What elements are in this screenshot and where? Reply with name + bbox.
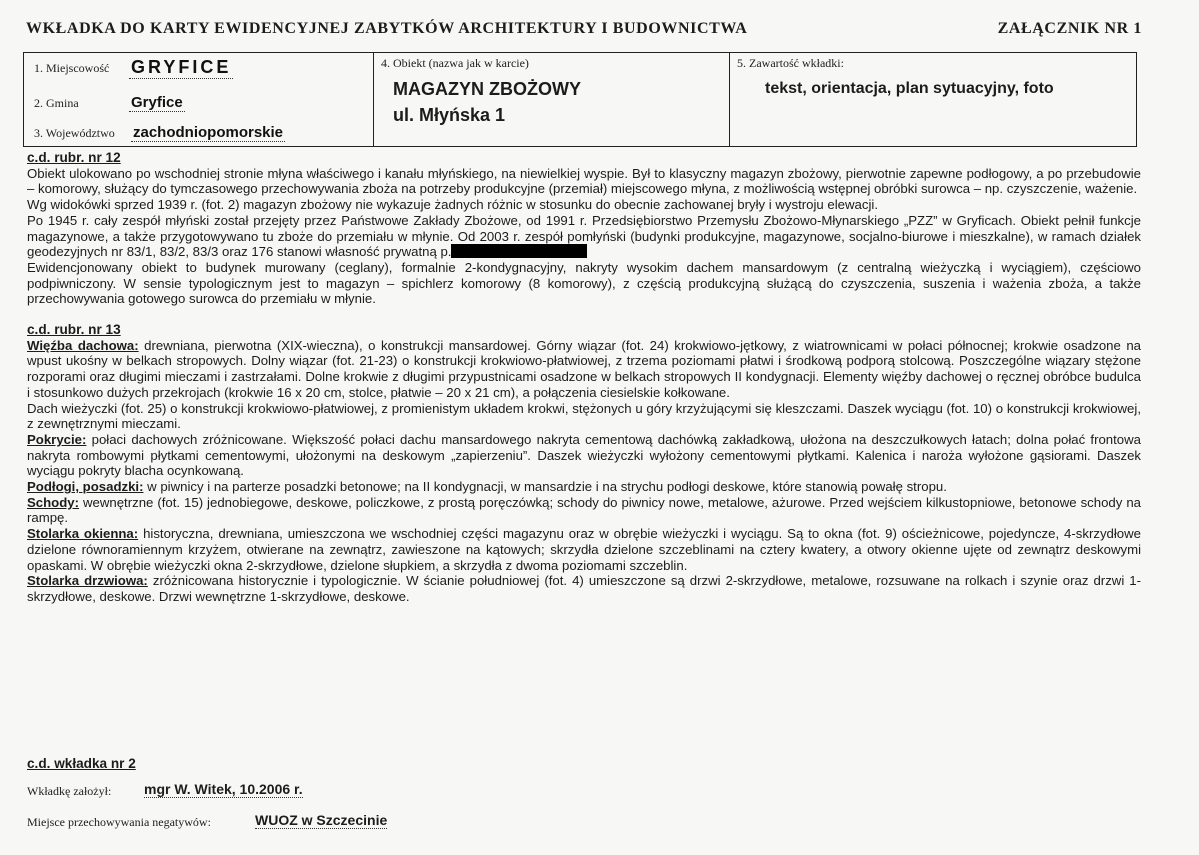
pokrycie-text: połaci dachowych zróżnicowane. Większość połaci dachu mansardowego nakryta cementową dachówką zakładkową, ułożona na deszczułkowych łatach; dolna połać frontowa nakryta rombowymi płytkami cementowymi, ułożonymi na deskowym „zapierzeniu”. Daszek wieżyczki wyłożony cementowymi płytkami. Kalenica i naroża wyłożone gąsiorami. Daszek wyciągu pokryty blacha ocynkowaną. [27, 431, 1141, 479]
okienna-text: historyczna, drewniana, umieszczona we wschodniej części magazynu oraz w obrębie wieżyczki i wyciągu. Są to okna (fot. 9) ościeżnicowe, pojedyncze, 4-skrzydłowe dzielone równoramiennym krzyżem, otwierane na zewnątrz, zawieszone na kątowych; skrzydła dzielone szczeblinami na cztery kwatery, a otwory okienne ujęte od zewnątrz deskowymi opaskami. W obrębie wieżyczki okna 2-skrzydłowe, dzielone słupkiem, a skrzydła z dwoma poziomami szczeblin. [27, 526, 1141, 573]
schody-paragraph [27, 495, 1141, 526]
drzwiowa-label: Stolarka drzwiowa: [27, 573, 148, 589]
podlogi-paragraph [27, 479, 1141, 495]
rubr12-paragraph-3 [27, 213, 1141, 260]
document-header [26, 18, 1142, 44]
redaction-bar [451, 244, 587, 258]
pokrycie-paragraph [27, 432, 1141, 479]
obiekt-address: ul. Młyńska 1 [393, 105, 506, 125]
document-title: WKŁADKA DO KARTY EWIDENCYJNEJ ZABYTKÓW ARCHITEKTURY I BUDOWNICTWA [26, 20, 748, 37]
continuation-note: c.d. wkładka nr 2 [27, 756, 136, 771]
drzwiowa-text: zróżnicowana historycznie i typologicznie. W ścianie południowej (fot. 4) umieszczone są drzwi 2-skrzydłowe, metalowe, rozsuwane na rolkach i szynie oraz drzwi 1-skrzydłowe, deskowe. Drzwi wewnętrzne 1-skrzydłowe, deskowe. [27, 573, 1142, 604]
document-body [27, 150, 1141, 605]
miejscowosc-label: 1. Miejscowość [34, 61, 110, 75]
okienna-label: Stolarka okienna: [27, 526, 139, 542]
author-value: mgr W. Witek, 10.2006 r. [144, 781, 303, 797]
negatives-location-label: Miejsce przechowywania negatywów: [27, 815, 211, 829]
negatives-location-line [27, 812, 388, 830]
author-label: Wkładkę założył: [27, 784, 112, 798]
rubr12-heading: c.d. rubr. nr 12 [27, 150, 121, 165]
daszek-paragraph: Dach wieżyczki (fot. 25) o konstrukcji krokwiowo-płatwiowej, z promienistym układem krokwi, stężonych u góry krzyżującymi się kleszczami. Daszek wyciągu (fot. 10) o konstrukcji krokwiowej, z zewnętrznymi mieczami. [27, 400, 1141, 432]
wojewodztwo-label: 3. Województwo [34, 126, 115, 140]
rubr13-heading: c.d. rubr. nr 13 [27, 322, 121, 338]
wojewodztwo-value: zachodniopomorskie [133, 124, 284, 141]
author-line [27, 781, 303, 799]
zawartosc-label: 5. Zawartość wkładki: [737, 56, 844, 70]
rubr12-paragraph-1: Obiekt ulokowano po wschodniej stronie młyna właściwego i kanału młyńskiego, na niewielkiej wyspie. Był to klasyczny magazyn zbożowy, pierwotnie zapewne podłogowy, a po przebudowie – komorowy, służący do tymczasowego przechowywania zboża na potrzeby produkcyjne (przemiał) miejscowego młyna, z możliwością wstępnej obróbki surowca – np. czyszczenie, ważenie. [27, 165, 1141, 197]
object-column [373, 53, 730, 146]
schody-label: Schody: [27, 494, 80, 510]
obiekt-label: 4. Obiekt (nazwa jak w karcie) [381, 56, 529, 70]
pokrycie-label: Pokrycie: [27, 431, 87, 447]
negatives-location-value: WUOZ w Szczecinie [255, 812, 388, 828]
wiezba-label: Więźba dachowa: [27, 337, 139, 353]
object-info-box [23, 52, 1137, 147]
rubr12-paragraph-3-text: Po 1945 r. cały zespół młyński został przejęty przez Państwowe Zakłady Zbożowe, od 1991 r. Przedsiębiorstwo Przemysłu Zbożowo-Młynarskiego „PZZ” w Gryficach. Obiekt pełnił funkcje magazynowe, a także przygotowywano tu zboże do przemiału w młynie. Od 2003 r. zespół pomłyński (budynki produkcyjne, magazynowe, socjalno-biurowe i mieszkalne), w ramach działek geodezyjnych nr 83/1, 83/2, 83/3 oraz 176 stanowi własność prywatną p. [27, 212, 1141, 260]
okienna-paragraph [27, 526, 1141, 573]
obiekt-name: MAGAZYN ZBOŻOWY [393, 79, 581, 99]
miejscowosc-value: GRYFICE [131, 57, 232, 77]
gmina-value: Gryfice [131, 94, 183, 111]
schody-text: wewnętrzne (fot. 15) jednobiegowe, deskowe, policzkowe, z prostą poręczówką; schody do piwnicy nowe, metalowe, ażurowe. Przed wejściem kilkustopniowe, betonowe schody na rampę. [27, 494, 1141, 526]
rubr12-paragraph-4: Ewidencjonowany obiekt to budynek murowany (ceglany), formalnie 2-kondygnacyjny, nakryty wysokim dachem mansardowym (z centralną wieżyczką i wyciągiem), częściowo podpiwniczony. W sensie typologicznym jest to magazyn – spichlerz komorowy (8 komorowy), z częścią produkcyjną służącą do czyszczenia, suszenia i ważenia zboża, a także przechowywania gotowego surowca do przemiału w młynie. [27, 259, 1141, 307]
rubr12-paragraph-2: Wg widokówki sprzed 1939 r. (fot. 2) magazyn zbożowy nie wykazuje żadnych różnic w stosunku do obecnie zachowanej bryły i wystroju elewacji. [27, 197, 878, 213]
annex-number: ZAŁĄCZNIK NR 1 [997, 20, 1142, 37]
drzwiowa-paragraph [27, 573, 1141, 604]
wiezba-paragraph [27, 338, 1141, 401]
gmina-label: 2. Gmina [34, 96, 79, 110]
wiezba-text: drewniana, pierwotna (XIX-wieczna), o konstrukcji mansardowej. Górny wiązar (fot. 24) krokwiowo-jętkowy, z wiatrownicami w połaci północnej; krokwie osadzone na wpust ukośny w belkach stropowych. Dolny wiązar (fot. 21-23) o konstrukcji krokwiowo-płatwiowej, z trzema poziomami płatwi i środkową podporą stolcową. Poszczególne wiązary stężone rozporami oraz długimi mieczami i zastrzałami. Dolne krokwie z długimi przypustnicami osadzone w belkach stropowych II kondygnacji. Elementy więźby dachowej o ręcznej obróbce budulca i stosunkowo dużych przekrojach (krokwie 16 x 20 cm, stolce, płatwie – 20 x 21 cm), a połączenia ciesielskie kołkowane. [27, 337, 1142, 400]
zawartosc-value: tekst, orientacja, plan sytuacyjny, foto [765, 80, 1054, 97]
field-gmina [34, 94, 183, 111]
podlogi-text: w piwnicy i na parterze posadzki betonowe; na II kondygnacji, w mansardzie i na strychu podłogi deskowe, które stanowią powałę stropu. [143, 479, 947, 495]
field-miejscowosc [34, 57, 232, 77]
location-column [24, 53, 373, 146]
podlogi-label: Podłogi, posadzki: [27, 479, 144, 495]
field-wojewodztwo [34, 124, 284, 141]
contents-column [729, 53, 1136, 146]
